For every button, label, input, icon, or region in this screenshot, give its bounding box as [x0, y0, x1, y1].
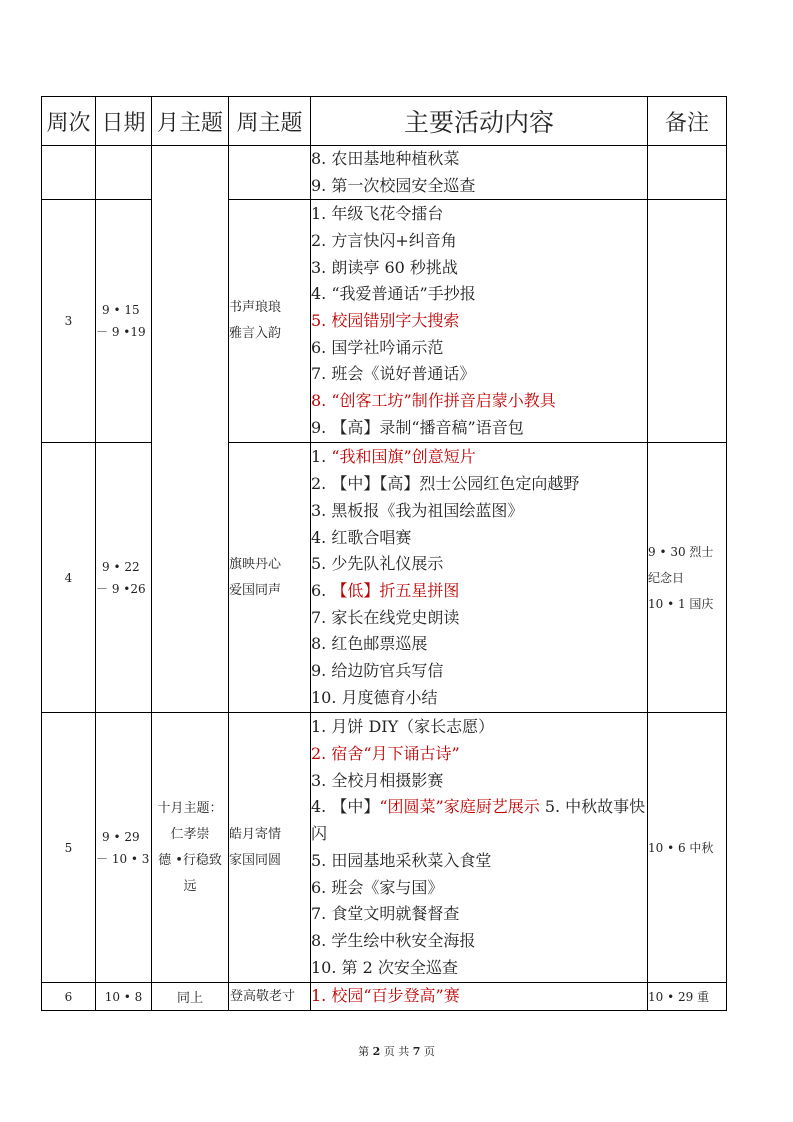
- footer-suffix: 页: [423, 1045, 435, 1058]
- activity-item: 3. 黑板报《我为祖国绘蓝图》: [311, 500, 524, 520]
- date-end: － 9 •26: [96, 581, 146, 596]
- month-theme-line: 十月主题：: [157, 800, 223, 816]
- activity-item: [311, 794, 647, 847]
- date-end: － 9 •19: [96, 325, 146, 340]
- notes-cell: [648, 200, 727, 443]
- week-theme-cell: [229, 146, 311, 200]
- header-date: 日期: [96, 97, 152, 146]
- activity-item: 7. 食堂文明就餐督查: [311, 904, 460, 924]
- activity-highlight-text: “团圆菜”家庭厨艺展示: [379, 797, 540, 817]
- week-theme-line: 家国同圆: [229, 852, 282, 868]
- activities-cell: [311, 713, 648, 983]
- schedule-table: [41, 96, 727, 1011]
- date-start: 9 • 15: [102, 303, 140, 318]
- activity-item-highlight: 2. 宿舍“月下诵古诗”: [311, 744, 460, 764]
- activity-continuation: 5. 中秋故事快闪: [311, 797, 646, 844]
- notes-cell: [648, 713, 727, 983]
- week-theme-line: 皓月寄情: [229, 826, 282, 842]
- activity-number: 4. 【中】: [311, 797, 380, 817]
- activity-item: 2. 方言快闪+纠音角: [311, 230, 457, 250]
- month-theme-cell: [152, 713, 229, 983]
- activity-item: 10. 月度德育小结: [311, 687, 438, 707]
- activity-number: 6.: [311, 580, 332, 600]
- date-cell: [96, 200, 152, 443]
- week-cell: 3: [42, 200, 96, 443]
- week-theme-cell: [229, 443, 311, 713]
- header-row: [42, 97, 727, 146]
- activity-item: [311, 444, 647, 471]
- notes-cell: [648, 146, 727, 200]
- page-footer: [0, 1043, 793, 1059]
- activity-item-highlight: 1. 校园“百步登高”赛: [311, 986, 460, 1006]
- week-theme-line: 书声琅琅: [229, 300, 282, 316]
- note-line: 9 • 30 烈士: [648, 544, 714, 559]
- activity-item: 1. 月饼 DIY（家长志愿）: [311, 717, 495, 737]
- week-cell: 4: [42, 443, 96, 713]
- activity-item: 8. 农田基地种植秋菜: [311, 149, 460, 168]
- date-cell: [96, 146, 152, 200]
- date-start: 9 • 29: [102, 829, 140, 844]
- activity-item: 4. “我爱普通话”手抄报: [311, 284, 476, 304]
- activity-item: 5. 少先队礼仪展示: [311, 554, 444, 574]
- month-theme-cell: [152, 146, 229, 713]
- note-line: 10 • 1 国庆: [648, 596, 714, 611]
- header-week-theme: 周主题: [229, 97, 311, 146]
- activity-item: 10. 第 2 次安全巡查: [311, 957, 458, 977]
- total-pages-number: 7: [412, 1045, 421, 1058]
- week-cell: [42, 146, 96, 200]
- table-row: [42, 983, 727, 1011]
- week-theme-line: 雅言入韵: [229, 326, 282, 342]
- week-theme-cell: [229, 200, 311, 443]
- header-notes: 备注: [648, 97, 727, 146]
- week-theme-line: 旗映丹心: [229, 556, 282, 572]
- table-row: [42, 443, 727, 713]
- week-theme-cell: [229, 713, 311, 983]
- activity-item-highlight: 5. 校园错别字大搜索: [311, 311, 460, 331]
- week-theme-cell: 登高敬老寸: [229, 983, 311, 1011]
- notes-cell: [648, 983, 727, 1011]
- activity-item: 4. 红歌合唱赛: [311, 527, 412, 547]
- activity-item: 3. 全校月相摄影赛: [311, 770, 444, 790]
- activity-item: 6. 国学社吟诵示范: [311, 337, 444, 357]
- activity-item: 8. 红色邮票巡展: [311, 634, 428, 654]
- header-month-theme: 月主题: [152, 97, 229, 146]
- activity-item: 1. 年级飞花令擂台: [311, 204, 444, 224]
- activity-item: 8. 学生绘中秋安全海报: [311, 930, 476, 950]
- activities-cell: [311, 200, 648, 443]
- week-cell: 6: [42, 983, 96, 1011]
- activity-item: [311, 578, 647, 605]
- header-activities: 主要活动内容: [311, 97, 648, 146]
- month-theme-line: 远: [183, 878, 197, 894]
- activity-item: 9. 【高】录制“播音稿”语音包: [311, 417, 524, 437]
- header-week: 周次: [42, 97, 96, 146]
- note-line: 纪念日: [648, 570, 685, 585]
- activity-item: 6. 班会《家与国》: [311, 877, 444, 897]
- date-cell: 10 • 8: [96, 983, 152, 1011]
- note-line: 10 • 6 中秋: [648, 840, 714, 855]
- note-line: 10 • 29 重: [648, 989, 710, 1004]
- footer-middle: 页 共: [383, 1045, 410, 1058]
- activity-item: 5. 田园基地采秋菜入食堂: [311, 850, 492, 870]
- activities-cell: [311, 146, 648, 200]
- notes-cell: [648, 443, 727, 713]
- activities-cell: [311, 443, 648, 713]
- month-theme-line: 仁孝崇: [170, 826, 210, 842]
- date-end: － 10 • 3: [96, 851, 150, 866]
- table-row: [42, 146, 727, 200]
- activity-number: 1.: [311, 447, 332, 467]
- date-start: 9 • 22: [102, 559, 140, 574]
- activity-item: 2. 【中】【高】烈士公园红色定向越野: [311, 474, 580, 494]
- activity-highlight-text: 【低】折五星拼图: [331, 580, 460, 600]
- table-row: [42, 200, 727, 443]
- activity-highlight-text: “我和国旗”创意短片: [331, 447, 476, 467]
- month-theme-cell: 同上: [152, 983, 229, 1011]
- activity-item-highlight: 8. “创客工坊”制作拼音启蒙小教具: [311, 391, 556, 411]
- date-cell: [96, 713, 152, 983]
- month-theme-line: 德 •行稳致: [158, 852, 222, 868]
- week-cell: 5: [42, 713, 96, 983]
- activity-item: 7. 家长在线党史朗读: [311, 607, 460, 627]
- activity-item: 9. 第一次校园安全巡查: [311, 175, 476, 195]
- footer-prefix: 第: [358, 1045, 370, 1058]
- activity-item: 3. 朗读亭 60 秒挑战: [311, 257, 458, 277]
- activity-item: 9. 给边防官兵写信: [311, 660, 444, 680]
- activities-cell: [311, 983, 648, 1011]
- date-cell: [96, 443, 152, 713]
- table-row: [42, 713, 727, 983]
- current-page-number: 2: [372, 1045, 381, 1058]
- week-theme-line: 爱国同声: [229, 582, 282, 598]
- activity-item: 7. 班会《说好普通话》: [311, 364, 476, 384]
